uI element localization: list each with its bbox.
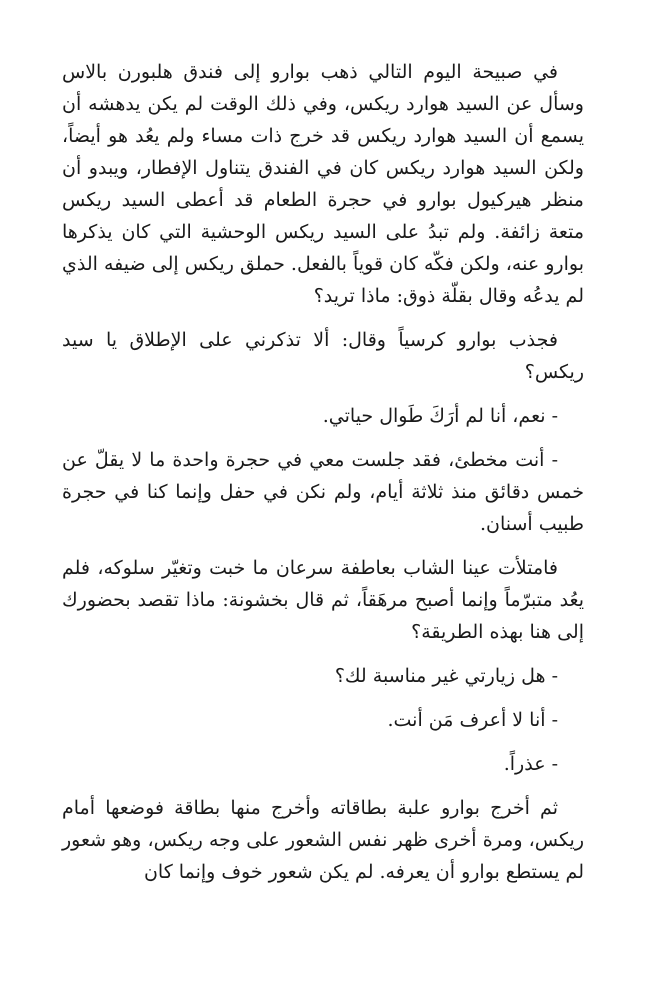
dialogue-line-2: - أنت مخطئ، فقد جلست معي في حجرة واحدة ما لا يقلّ عن خمس دقائق منذ ثلاثة أيام، ولم نكن في حفل وإنما كنا في حجرة طبيب أسنان. <box>62 449 584 535</box>
dialogue-line-5: - عذراً. <box>503 753 558 775</box>
paragraph-4: ثم أخرج بوارو علبة بطاقاته وأخرج منها بطاقة فوضعها أمام ريكس، ومرة أخرى ظهر نفس الشعور على وجه ريكس، وهو شعور لم يستطع بوارو أن يعرفه. لم يكن شعور خوف وإنما كان <box>62 797 584 883</box>
dialogue-line-4: - أنا لا أعرف مَن أنت. <box>387 709 558 731</box>
book-page-text <box>62 56 584 888</box>
dialogue-line-3: - هل زيارتي غير مناسبة لك؟ <box>334 665 558 687</box>
dialogue-line-1: - نعم، أنا لم أرَكَ طَوال حياتي. <box>322 405 558 427</box>
paragraph-1: في صبيحة اليوم التالي ذهب بوارو إلى فندق هلبورن بالاس وسأل عن السيد هوارد ريكس، وفي ذلك الوقت لم يكن يدهشه أن يسمع أن السيد هوارد ريكس قد خرج ذات مساء ولم يعُد هو أيضاً، ولكن السيد هوارد ريكس كان في الفندق يتناول الإفطار، ويبدو أن منظر هيركيول بوارو في حجرة الطعام قد أعطى السيد ريكس متعة زائفة. ولم تبدُ على السيد ريكس الوحشية التي كان يذكرها بوارو عنه، ولكن فكّه كان قوياً بالفعل. حملق ريكس إلى ضيفه الذي لم يدعُه وقال بقلّة ذوق: ماذا تريد؟ <box>62 61 584 307</box>
paragraph-2: فجذب بوارو كرسياً وقال: ألا تذكرني على الإطلاق يا سيد ريكس؟ <box>62 329 584 383</box>
paragraph-3: فامتلأت عينا الشاب بعاطفة سرعان ما خبت وتغيّر سلوكه، فلم يعُد متبرّماً وإنما أصبح مرهَقاً، ثم قال بخشونة: ماذا تقصد بحضورك إلى هنا بهذه الطريقة؟ <box>62 557 585 643</box>
